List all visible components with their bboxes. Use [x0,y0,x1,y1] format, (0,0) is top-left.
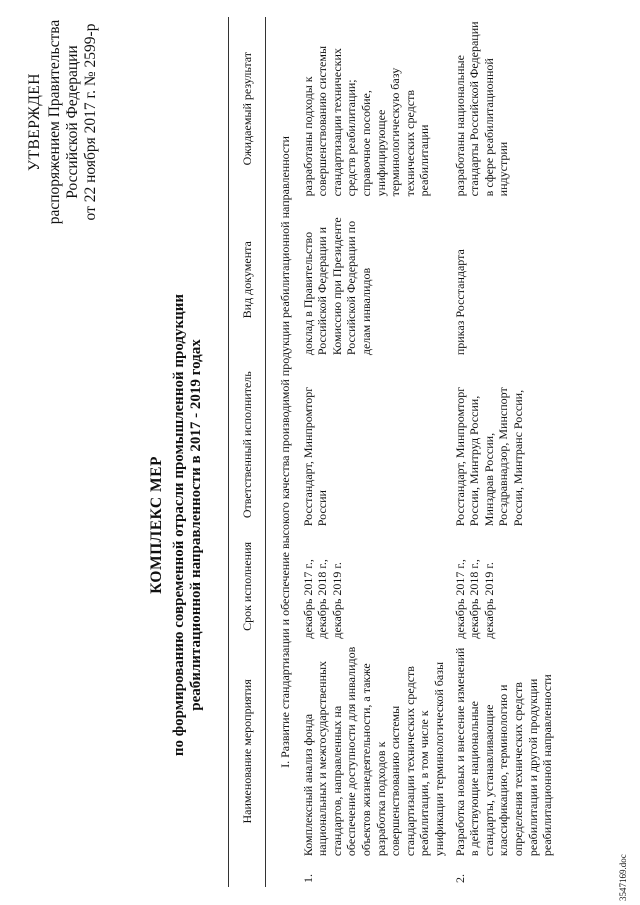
document-id: 3547169.doc [618,854,628,901]
column-header-doc-type: Вид документа [229,200,266,359]
title-line-2: реабилитационной направленности в 2017 - 2019 годах [188,339,204,711]
measure-doc-type: приказ Росстандарта [452,249,467,356]
approval-stamp [26,7,100,237]
row-number: 2. [452,874,467,883]
measure-doc-type: доклад в Правительство Российской Федерации и Комиссию при Президенте Российской Федерации по делам инвалидов [300,217,373,356]
column-header-deadline: Срок исполнения [229,530,266,642]
column-header-responsible: Ответственный исполнитель [229,359,266,530]
measures-table [228,17,559,887]
section-title: I. Развитие стандартизации и обеспечение высокого качества производимой продукции реабилитационной направленности [278,136,292,768]
approval-line-3: от 22 ноября 2017 г. № 2599-р [82,23,99,221]
measure-result: разработаны подходы к совершенствованию системы стандартизации технических средств реабилитации; справочное пособие, унифицирующее терминологическую базу технических средств реабилитации [300,45,432,197]
table-row [299,17,451,887]
table-row [451,17,559,887]
approval-heading: УТВЕРЖДЕН [26,73,43,171]
row-number: 1. [300,874,315,883]
measure-name: Комплексный анализ фонда национальных и межгосударственных стандартов, направленных на обеспечение доступности для инвалидов объектов жизнедеятельности, а также разработка подходов к совершенствованию системы стандартизации технических средств реабилитации, в том числе к унификации терминологической базы [300,646,446,857]
measure-responsible: Росстандарт, Минпромторг России, Минтруд России, Минздрав России, Росздравнадзор, Минспорт России, Минтранс России, [452,386,525,527]
column-header-result: Ожидаемый результат [229,17,266,200]
approval-line-2: Российской Федерации [64,45,81,199]
document-title [148,235,205,815]
title-main: КОМПЛЕКС МЕР [148,456,165,594]
measure-responsible: Росстандарт, Минпромторг России [300,386,330,527]
approval-line-1: распоряжением Правительства [46,19,63,225]
title-line-1: по формированию современной отрасли промышленной продукции [171,293,187,757]
table-header-row [229,17,266,887]
measure-deadline: декабрь 2017 г., декабрь 2018 г., декабрь 2019 г. [300,559,344,639]
column-header-name: Наименование мероприятия [229,643,266,861]
column-header-number [229,860,266,887]
measure-result: разработаны национальные стандарты Российской Федерации в сфере реабилитационной индустрии [452,21,511,197]
section-row [266,17,299,887]
measure-deadline: декабрь 2017 г., декабрь 2018 г., декабрь 2019 г. [452,559,496,639]
measure-name: Разработка новых и внесение изменений в действующие национальные стандарты, устанавливающие классификацию, терминологию и определения технических средств реабилитации и другой продукции реабилитационной направленности [452,647,555,857]
